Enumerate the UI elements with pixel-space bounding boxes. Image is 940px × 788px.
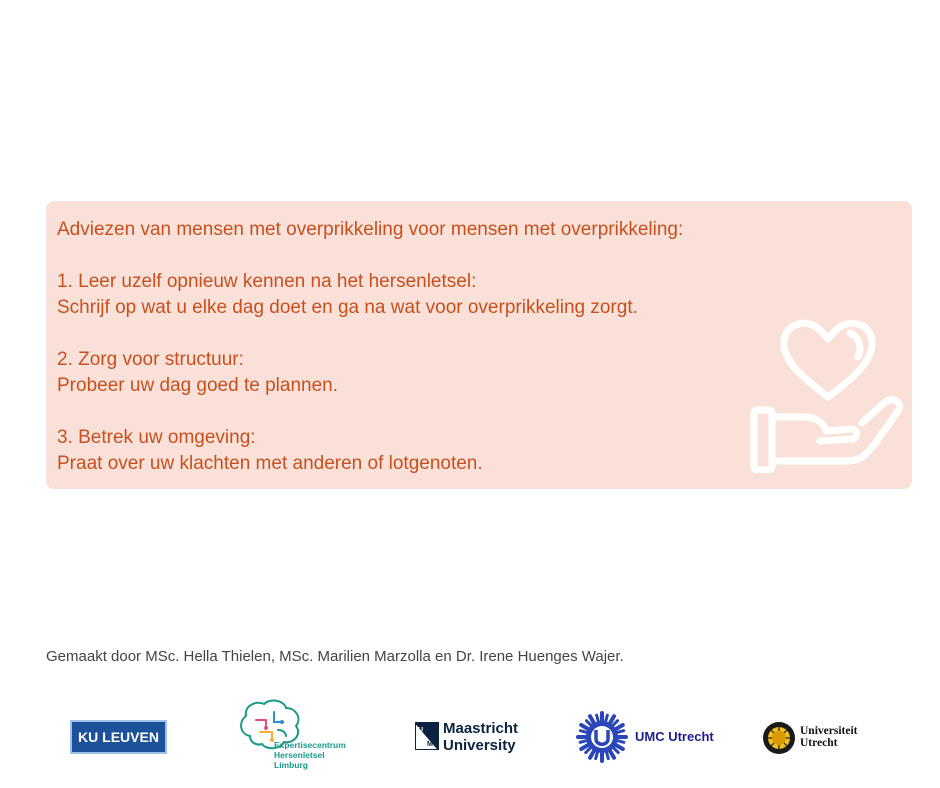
tip-text: Probeer uw dag goed te plannen. [57,375,338,396]
tip-title: 3. Betrek uw omgeving: [57,427,256,448]
umc-text: UMC Utrecht [635,729,714,744]
advice-text [57,217,817,477]
advice-box [46,201,912,489]
umc-sun-icon [575,710,629,764]
svg-text:M: M [427,741,433,748]
hand-heart-icon [746,311,906,473]
maastricht-text: Maastricht University [443,720,519,754]
tip-text: Schrijf op wat u elke dag doet en ga na wat voor overprikkeling zorgt. [57,297,638,318]
expertisecentrum-logo [236,696,366,776]
advice-heading: Adviezen van mensen met overprikkeling voor mensen met overprikkeling: [57,219,684,240]
umc-utrecht-logo [575,710,725,765]
maastricht-emblem-icon [415,722,439,750]
tip-title: 1. Leer uzelf opnieuw kennen na het hersenletsel: [57,271,477,292]
logo-row [0,690,940,780]
tip-title: 2. Zorg voor structuur: [57,349,244,370]
utrecht-text: Universiteit Utrecht [800,725,858,749]
tip-text: Praat over uw klachten met anderen of lotgenoten. [57,453,483,474]
ku-leuven-logo: KU LEUVEN [70,720,167,754]
svg-text:U: U [418,727,424,734]
expertisecentrum-text: Expertisecentrum Hersenletsel Limburg [274,740,346,770]
maastricht-university-logo [415,718,535,758]
utrecht-sun-icon [762,721,796,755]
credits: Gemaakt door MSc. Hella Thielen, MSc. Marilien Marzolla en Dr. Irene Huenges Wajer. [46,648,624,665]
universiteit-utrecht-logo [762,720,882,756]
